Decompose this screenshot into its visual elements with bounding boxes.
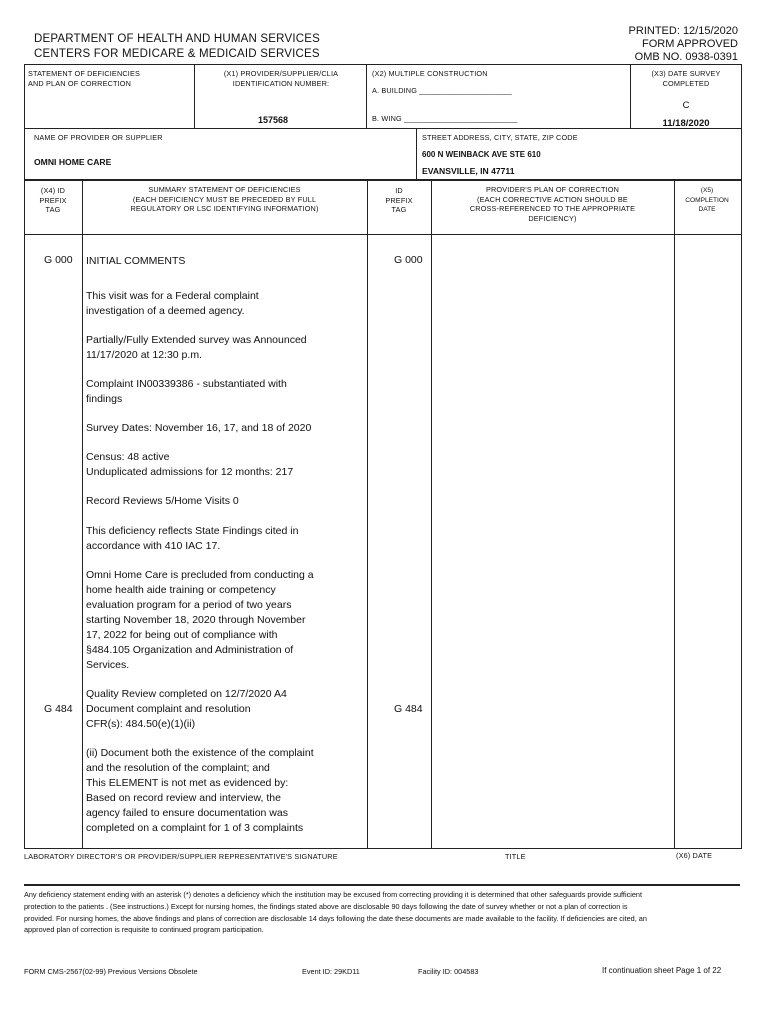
record-reviews-paragraph: Record Reviews 5/Home Visits 0 [86, 495, 239, 507]
address-city: EVANSVILLE, IN 47711 [422, 166, 515, 176]
complaint-paragraph: Complaint IN00339386 - substantiated with findings [86, 378, 287, 405]
plan-header: PROVIDER'S PLAN OF CORRECTION (EACH CORRECTIVE ACTION SHOULD BE CROSS-REFERENCED TO THE APPROPRIATE DEFICIENCY) [469, 185, 636, 223]
address-label: STREET ADDRESS, CITY, STATE, ZIP CODE [422, 133, 578, 142]
printed-date: PRINTED: 12/15/2020 [628, 25, 738, 37]
tag-g000-right: G 000 [394, 254, 423, 266]
provider-name-label: NAME OF PROVIDER OR SUPPLIER [34, 133, 163, 142]
center-name: CENTERS FOR MEDICARE & MEDICAID SERVICES [34, 48, 320, 60]
facility-id: Facility ID: 004583 [418, 967, 479, 976]
omb-number: OMB NO. 0938-0391 [634, 51, 738, 63]
address-street: 600 N WEINBACK AVE STE 610 [422, 150, 541, 159]
tag-g484-right: G 484 [394, 703, 423, 715]
survey-dates-paragraph: Survey Dates: November 16, 17, and 18 of 2020 [86, 422, 312, 434]
tag-g484-left: G 484 [44, 703, 73, 715]
census-paragraph: Census: 48 active Unduplicated admissions for 12 months: 217 [86, 451, 294, 478]
state-findings-paragraph: This deficiency reflects State Findings cited in accordance with 410 IAC 17. [86, 525, 299, 552]
disclosure-footnote: Any deficiency statement ending with an asterisk (*) denotes a deficiency which the institution may be excused from correcting providing it is determined that other safeguards provide sufficient protection to the patients . (See instructions.) Except for nursing homes, the findings stated above are disclosable 90 days following the date of survey whether or not a plan of correction is provided. For nursing homes, the above findings and plans of correction are disclosable 14 days following the date these documents are made available to the facility. If deficiencies are cited, an approved plan of correction is requisite to continued program participation. [24, 890, 647, 935]
element-finding-paragraph: (ii) Document both the existence of the complaint and the resolution of the complaint; and This ELEMENT is not met as evidenced by: Based on record review and interview, the agency failed to ensure documentation was completed on a complaint for 1 of 3 complaints [86, 747, 314, 834]
survey-announcement-paragraph: Partially/Fully Extended survey was Announced 11/17/2020 at 12:30 p.m. [86, 334, 307, 361]
form-approved: FORM APPROVED [642, 38, 738, 50]
quality-review-paragraph: Quality Review completed on 12/7/2020 A4 Document complaint and resolution CFR(s): 484.50(e)(1)(ii) [86, 688, 287, 730]
summary-header: SUMMARY STATEMENT OF DEFICIENCIES (EACH DEFICIENCY MUST BE PRECEDED BY FULL REGULATORY OR LSC IDENTIFYING INFORMATION) [130, 185, 319, 213]
multiple-construction-label: (X2) MULTIPLE CONSTRUCTION [372, 69, 488, 78]
x4-header: (X4) ID PREFIX TAG [39, 186, 67, 214]
x5-header: (X5) COMPLETION DATE [685, 187, 729, 213]
page-indicator: If continuation sheet Page 1 of 22 [602, 966, 722, 975]
tag-g000-left: G 000 [44, 254, 73, 266]
preclusion-paragraph: Omni Home Care is precluded from conducting a home health aide training or competency evaluation program for a period of two years starting November 18, 2020 through November 17, 2022 for being out of compliance with §484.105 Organization and Administration of Services. [86, 569, 314, 671]
form-info [629, 25, 738, 64]
title-label: TITLE [505, 852, 526, 861]
provider-id: 157568 [258, 115, 289, 125]
signature-label: LABORATORY DIRECTOR'S OR PROVIDER/SUPPLIER REPRESENTATIVE'S SIGNATURE [24, 852, 338, 861]
survey-completed-date: 11/18/2020 [662, 118, 710, 129]
form-number: FORM CMS-2567(02-99) Previous Versions Obsolete [24, 967, 198, 976]
wing-label: B. WING ___________________________ [372, 114, 518, 123]
date-label: (X6) DATE [676, 851, 713, 860]
building-label: A. BUILDING ______________________ [372, 86, 512, 95]
x1-label: (X1) PROVIDER/SUPPLIER/CLIA IDENTIFICATION NUMBER: [223, 69, 339, 88]
provider-name: OMNI HOME CARE [34, 157, 112, 167]
statement-label: STATEMENT OF DEFICIENCIES AND PLAN OF CORRECTION [28, 69, 140, 88]
event-id: Event ID: 29KD11 [302, 967, 360, 976]
date-survey-label: (X3) DATE SURVEY COMPLETED [651, 69, 721, 88]
visit-purpose-paragraph: This visit was for a Federal complaint investigation of a deemed agency. [86, 290, 259, 317]
initial-comments-heading: INITIAL COMMENTS [86, 255, 186, 267]
survey-code: C [682, 100, 690, 111]
id-header: ID PREFIX TAG [385, 186, 413, 214]
department-name: DEPARTMENT OF HEALTH AND HUMAN SERVICES [34, 33, 320, 45]
agency-header [34, 32, 320, 62]
